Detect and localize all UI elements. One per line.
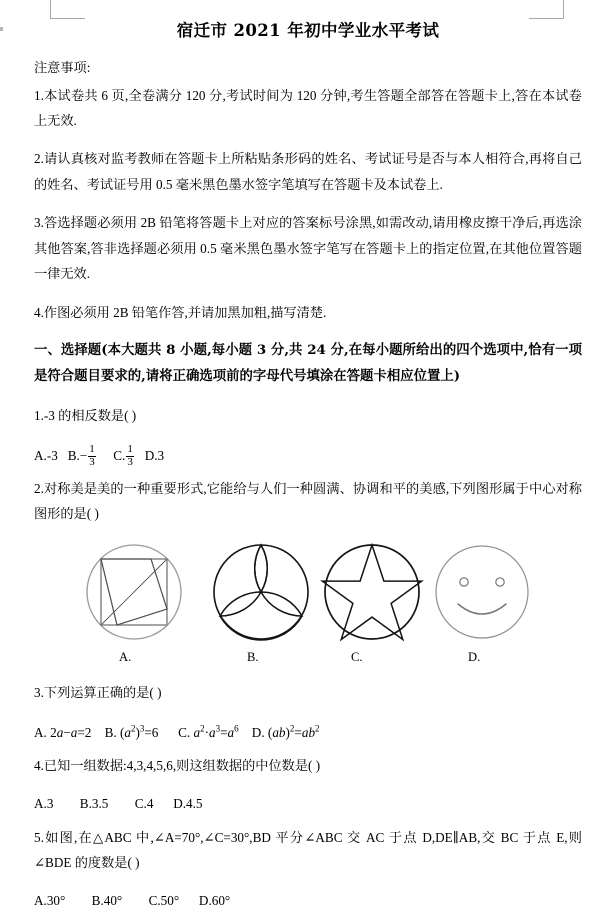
q1-option-b-fraction (88, 444, 96, 467)
q3-option-d (252, 720, 320, 745)
question-5-options: A.30° B.40° C.50° D.60° (34, 893, 231, 909)
question-1-options (34, 441, 582, 468)
q3-b-outer-exp: 3 (139, 723, 145, 734)
notice-item-3: 3.答选择题必须用 2B 铅笔将答题卡上对应的答案标号涂黑,如需改动,请用橡皮擦干净后,再选涂其他答案,答非选择题必须用 0.5 毫米黑色墨水签字笔写在答题卡上的指定位置,在其他位置答题一律无效. (34, 215, 582, 282)
q3-a-var2: a (70, 724, 78, 740)
question-3-options (34, 718, 582, 745)
figure-label-b: B. (247, 649, 259, 664)
q3-d-result-var-b: b (308, 724, 316, 740)
q3-c-exp1: 2 (200, 723, 205, 734)
q3-b-var: a (124, 724, 131, 740)
q3-d-var-a: a (272, 724, 279, 740)
q3-d-var-b: b (278, 724, 286, 740)
notice-item-4: 4.作图必须用 2B 铅笔作答,并请加黑加粗,描写清楚. (34, 304, 327, 320)
q1-option-a-value: -3 (46, 447, 58, 463)
q3-a-coefficient: 2 (50, 724, 57, 740)
q1-option-b-denominator: 3 (89, 455, 95, 468)
figure-circle-with-inscribed-pinwheel-square (82, 540, 186, 644)
question-2-stem: 2.对称美是美的一种重要形式,它能给与人们一种圆满、协调和平的美感,下列图形属于中心对称图形的是( ) (34, 480, 582, 522)
q3-a-var1: a (56, 724, 64, 740)
q3-option-c-label: C. (178, 724, 191, 740)
q3-b-result: =6 (144, 724, 159, 740)
q3-d-exp: 2 (289, 723, 295, 734)
q3-c-dot: · (204, 724, 210, 740)
question-1-stem: 1.-3 的相反数是( ) (34, 407, 137, 423)
q3-option-c (178, 720, 238, 745)
q1-option-a-label: A. (34, 447, 47, 463)
q1-option-b-label: B. (67, 447, 80, 463)
q3-c-equals: = (220, 724, 228, 740)
q3-d-open: ( (267, 724, 273, 740)
q1-option-c-label: C. (113, 447, 126, 463)
q3-d-equals: = (294, 724, 302, 740)
notice-item-1: 1.本试卷共 6 页,全卷满分 120 分,考试时间为 120 分钟,考生答题全部答在答题卡上,答在本试卷上无效. (34, 87, 582, 128)
question-3-stem: 3.下列运算正确的是( ) (34, 684, 162, 700)
q3-b-inner-exp: 2 (130, 723, 136, 734)
q1-option-b-sign: − (79, 447, 88, 463)
q3-a-minus: − (63, 724, 71, 740)
question-5-stem: 5.如图,在△ABC 中,∠A=70°,∠C=30°,BD 平分∠ABC 交 AC 于点 D,DE∥AB,交 BC 于点 E,则∠BDE 的度数是( ) (34, 829, 582, 870)
figure-smiley-face (430, 540, 534, 644)
q3-c-exp2: 3 (215, 723, 221, 734)
q3-option-a-label: A. (34, 724, 47, 740)
notice-heading: 注意事项: (34, 59, 91, 75)
page-title: 宿迁市 2021 年初中学业水平考试 (176, 21, 440, 40)
q3-option-d-label: D. (251, 724, 265, 740)
q3-option-a (34, 720, 91, 745)
figure-label-a: A. (119, 649, 132, 664)
q1-option-d (145, 443, 164, 468)
q1-option-d-value: 3 (157, 447, 165, 463)
question-4-options: A.3 B.3.5 C.4 D.4.5 (34, 796, 203, 812)
figure-label-c: C. (351, 649, 363, 664)
q1-option-c-denominator: 3 (127, 455, 133, 468)
notice-item-2: 2.请认真核对监考教师在答题卡上所粘贴条形码的姓名、考试证号是否与本人相符合,再将自己的姓名、考试证号用 0.5 毫米黑色墨水签字笔填写在答题卡及本试卷上. (34, 151, 582, 192)
q3-c-var2: a (209, 724, 216, 740)
question-2-figure-labels (34, 650, 582, 672)
q3-option-b (105, 720, 159, 745)
q1-option-d-label: D. (144, 447, 158, 463)
q1-option-a (34, 443, 58, 468)
q1-option-b-numerator: 1 (89, 443, 95, 456)
q3-a-result: =2 (77, 724, 92, 740)
q1-option-c-fraction (126, 444, 134, 467)
q3-b-open: ( (119, 724, 125, 740)
q3-c-var3: a (227, 724, 235, 740)
section-heading-multiple-choice: 一、选择题(本大题共 8 小题,每小题 3 分,共 24 分,在每小题所给出的四个选项中,恰有一项是符合题目要求的,请将正确选项前的字母代号填涂在答题卡相应位置上) (34, 342, 582, 384)
q3-c-exp3: 6 (234, 723, 239, 734)
q3-d-result-var-a: a (301, 724, 309, 740)
q3-d-result-exp: 2 (315, 723, 320, 734)
q3-option-b-label: B. (104, 724, 117, 740)
figure-circle-with-five-pointed-star (320, 540, 424, 644)
figure-circle-with-trefoil-petals (209, 540, 313, 644)
q1-option-c-numerator: 1 (127, 443, 133, 456)
page-content (34, 0, 582, 913)
page-edge-artifact (0, 27, 3, 31)
q1-option-c (113, 443, 135, 468)
q1-option-b (68, 443, 97, 468)
figure-label-d: D. (468, 649, 481, 664)
q3-c-var1: a (193, 724, 201, 740)
q3-b-close: ) (135, 724, 140, 740)
q3-d-close: ) (285, 724, 290, 740)
question-4-stem: 4.已知一组数据:4,3,4,5,6,则这组数据的中位数是( ) (34, 757, 321, 773)
question-2-figure-row (34, 540, 582, 648)
